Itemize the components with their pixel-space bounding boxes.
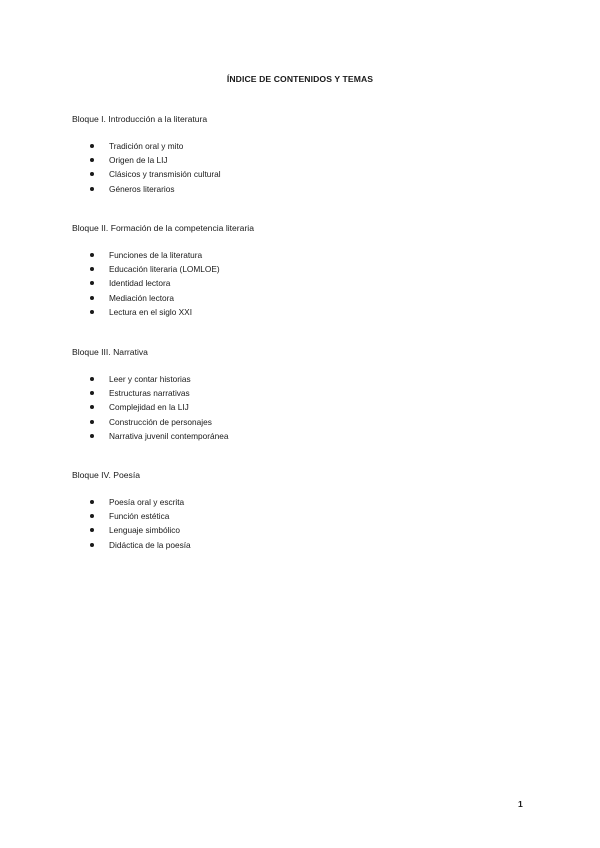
- bullet-icon: [90, 172, 94, 176]
- list-item-label: Lenguaje simbólico: [109, 525, 181, 536]
- bullet-icon: [90, 310, 94, 314]
- list-item-label: Estructuras narrativas: [109, 388, 190, 399]
- block-heading: Bloque III. Narrativa: [72, 347, 148, 357]
- list-item: [72, 372, 532, 386]
- list-item: [72, 415, 532, 429]
- list-item: [72, 167, 532, 181]
- list-item: [72, 153, 532, 167]
- bullet-icon: [90, 377, 94, 381]
- block-heading: Bloque II. Formación de la competencia literaria: [72, 223, 254, 233]
- bullet-icon: [90, 296, 94, 300]
- list-item: [72, 139, 532, 153]
- bullet-icon: [90, 391, 94, 395]
- list-item-label: Clásicos y transmisión cultural: [109, 169, 221, 180]
- list-item-label: Lectura en el siglo XXI: [109, 306, 193, 317]
- list-item-label: Didáctica de la poesía: [109, 539, 191, 550]
- list-item: [72, 305, 532, 319]
- block-1: [72, 113, 532, 196]
- block-item-list: [72, 139, 532, 196]
- block-item-list: [72, 372, 532, 443]
- page-number: 1: [518, 799, 523, 809]
- list-item: [72, 386, 532, 400]
- list-item: [72, 495, 532, 509]
- list-item-label: Función estética: [109, 511, 170, 522]
- list-item: [72, 429, 532, 443]
- list-item: [72, 538, 532, 552]
- bullet-icon: [90, 158, 94, 162]
- block-item-list: [72, 495, 532, 552]
- bullet-icon: [90, 267, 94, 271]
- block-heading: Bloque I. Introducción a la literatura: [72, 114, 208, 124]
- list-item-label: Mediación lectora: [109, 292, 175, 303]
- bullet-icon: [90, 434, 94, 438]
- list-item: [72, 276, 532, 290]
- block-2: [72, 222, 532, 319]
- block-3: [72, 346, 532, 443]
- list-item-label: Tradición oral y mito: [109, 141, 184, 151]
- list-item-label: Educación literaria (LOMLOE): [109, 264, 220, 275]
- bullet-icon: [90, 281, 94, 285]
- bullet-icon: [90, 500, 94, 504]
- bullet-icon: [90, 420, 94, 424]
- block-4: [72, 469, 532, 552]
- list-item-label: Narrativa juvenil contemporánea: [109, 430, 229, 441]
- list-item: [72, 262, 532, 276]
- block-heading: Bloque IV. Poesía: [72, 470, 141, 480]
- bullet-icon: [90, 405, 94, 409]
- list-item-label: Complejidad en la LIJ: [109, 402, 189, 413]
- bullet-icon: [90, 187, 94, 191]
- bullet-icon: [90, 543, 94, 547]
- list-item-label: Géneros literarios: [109, 183, 175, 194]
- document-title: ÍNDICE DE CONTENIDOS Y TEMAS: [226, 74, 374, 84]
- list-item: [72, 523, 532, 537]
- list-item-label: Poesía oral y escrita: [109, 497, 185, 507]
- list-item: [72, 509, 532, 523]
- block-item-list: [72, 248, 532, 319]
- bullet-icon: [90, 144, 94, 148]
- bullet-icon: [90, 253, 94, 257]
- list-item-label: Construcción de personajes: [109, 416, 212, 427]
- list-item: [72, 248, 532, 262]
- list-item: [72, 291, 532, 305]
- list-item: [72, 400, 532, 414]
- bullet-icon: [90, 528, 94, 532]
- list-item-label: Funciones de la literatura: [109, 250, 203, 260]
- list-item: [72, 182, 532, 196]
- list-item-label: Identidad lectora: [109, 278, 171, 289]
- bullet-icon: [90, 514, 94, 518]
- list-item-label: Origen de la LIJ: [109, 155, 168, 166]
- list-item-label: Leer y contar historias: [109, 374, 191, 384]
